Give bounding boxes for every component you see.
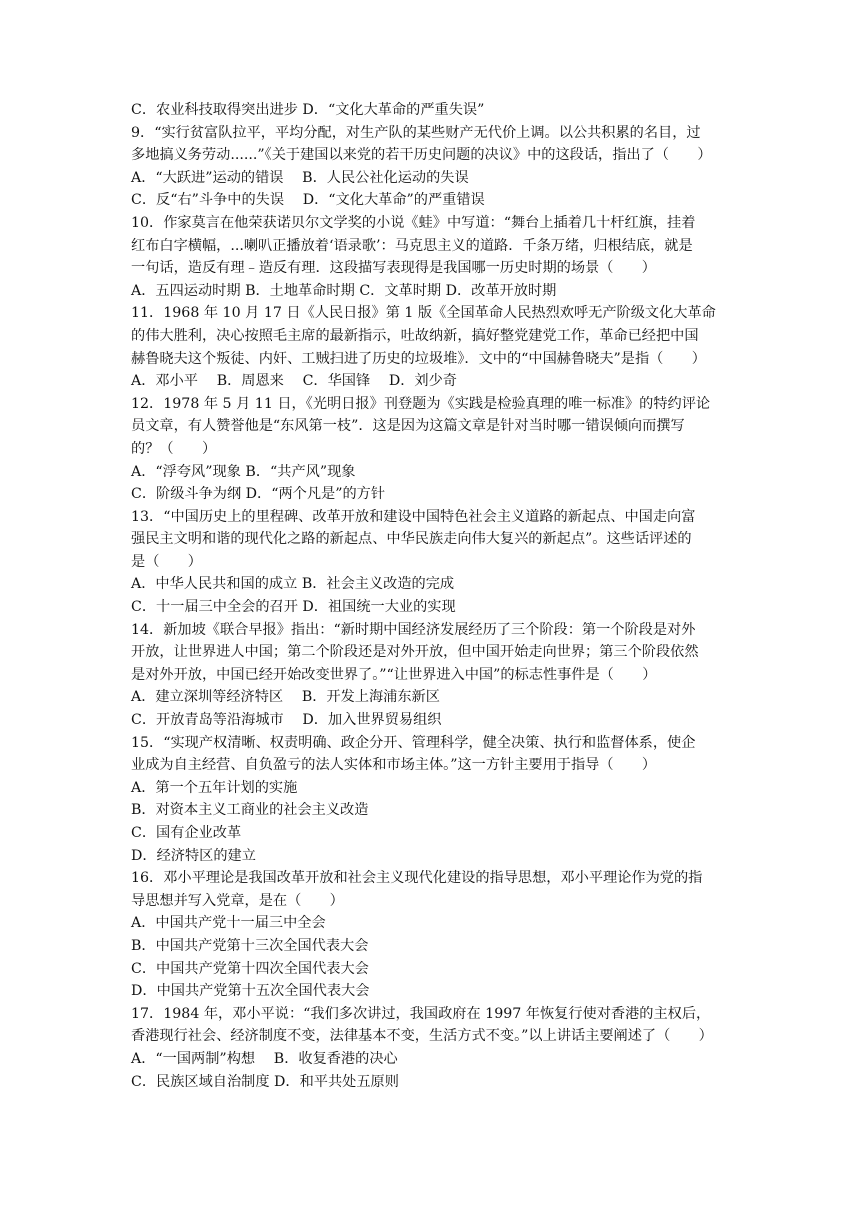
question-stem-line: 10．作家莫言在他荣获诺贝尔文学奖的小说《蛙》中写道：“舞台上插着几十杆红旗，挂着 [131,214,696,231]
question-stem-line: 多地搞义务劳动......”《关于建国以来党的若干历史问题的决议》中的这段话，指出了（ ） [131,147,712,164]
question-stem-line: 13．“中国历史上的里程碑、改革开放和建设中国特色社会主义道路的新起点、中国走向富 [131,508,696,525]
question-16 [131,867,742,1003]
question-13 [131,506,742,619]
option-line: D．经济特区的建立 [131,847,256,864]
question-stem-line: 红布白字横幅，...喇叭正播放着‘语录歌’：马克思主义的道路．千条万绪，归根结底，就是 [131,237,693,254]
option-line: B．中国共产党第十三次全国代表大会 [131,937,369,954]
question-17 [131,1003,742,1093]
question-stem-line: 9．“实行贫富队拉平，平均分配，对生产队的某些财产无代价上调。以公共积累的名目，过 [131,124,701,141]
option-line: C．中国共产党第十四次全国代表大会 [131,960,369,977]
question-stem-line: 导思想并写入党章，是在（ ） [131,892,344,909]
question-stem-line: 14．新加坡《联合早报》指出：“新时期中国经济发展经历了三个阶段：第一个阶段是对外 [131,621,696,638]
option-line: A．邓小平 B．周恩来 C．华国锋 D．刘少奇 [131,373,457,390]
option-line: C．民族区域自治制度 D．和平共处五原则 [131,1073,399,1090]
question-stem-line: 15．“实现产权清晰、权责明确、政企分开、管理科学，健全决策、执行和监督体系，使企 [131,734,696,751]
question-stem-line: 业成为自主经营、自负盈亏的法人实体和市场主体。”这一方针主要用于指导（ ） [131,757,657,774]
question-stem-line: 16．邓小平理论是我国改革开放和社会主义现代化建设的指导思想，邓小平理论作为党的指 [131,870,703,887]
option-line: A．建立深圳等经济特区 B．开发上海浦东新区 [131,689,440,706]
question-fragment [131,99,742,122]
question-stem-line: 17．1984 年，邓小平说：“我们多次讲过，我国政府在 1997 年恢复行使对香港的主权后， [131,1005,711,1022]
option-line: A．“大跃进”运动的错误 B．人民公社化运动的失误 [131,169,469,186]
option-line: A．第一个五年计划的实施 [131,779,298,796]
question-11 [131,302,742,392]
question-14 [131,619,742,732]
option-line: A．“浮夸风”现象 B．“共产风”现象 [131,463,356,480]
option-line: A．“一国两制”构想 B．收复香港的决心 [131,1050,398,1067]
option-line: A．中华人民共和国的成立 B．社会主义改造的完成 [131,576,455,593]
option-line: A．五四运动时期 B．土地革命时期 C．文革时期 D．改革开放时期 [131,282,557,299]
question-stem-line: 是对外开放，中国已经开始改变世界了。”“让世界进入中国”的标志性事件是（ ） [131,666,657,683]
option-line: C．国有企业改革 [131,825,242,841]
question-15 [131,732,742,868]
question-stem-line: 员文章，有人赞誉他是“东风第一枝”．这是因为这篇文章是针对当时哪一错误倾向而撰写 [131,418,685,435]
option-line: C．阶级斗争为纲 D．“两个凡是”的方针 [131,486,386,503]
question-12 [131,393,742,506]
question-stem-line: 赫鲁晓夫这个叛徒、内奸、工贼扫进了历史的垃圾堆》．文中的“中国赫鲁晓夫”是指（ ） [131,350,706,367]
option-line: A．中国共产党十一届三中全会 [131,915,326,932]
option-line: C．十一届三中全会的召开 D．祖国统一大业的实现 [131,599,456,616]
question-10 [131,212,742,302]
option-line: D．中国共产党第十五次全国代表大会 [131,983,370,1000]
question-stem-line: 强民主文明和谐的现代化之路的新起点、中华民族走向伟大复兴的新起点”。这些话评述的 [131,531,692,548]
question-stem-line: 11．1968 年 10 月 17 日《人民日报》第 1 版《全国革命人民热烈欢呼无产阶级文化大革命 [131,305,716,322]
question-stem-line: 的？（ ） [131,440,217,457]
question-stem-line: 12．1978 年 5 月 11 日，《光明日报》刊登题为《实践是检验真理的唯一标准》的特约评论 [131,395,711,412]
option-line: C．反“右”斗争中的失误 D．“文化大革命”的严重错误 [131,192,485,209]
question-9 [131,122,742,212]
question-stem-line: 香港现行社会、经济制度不变，法律基本不变，生活方式不变。”以上讲话主要阐述了（ ） [131,1028,713,1045]
option-line: C．农业科技取得突出进步 D．“文化大革命的严重失误” [131,102,485,118]
question-stem-line: 一句话，造反有理﹣造反有理．这段描写表现得是我国哪一历史时期的场景（ ） [131,260,656,277]
question-list [131,99,742,1093]
question-stem-line: 的伟大胜利，决心按照毛主席的最新指示，吐故纳新，搞好整党建党工作，革命已经把中国 [131,327,699,344]
option-line: C．开放青岛等沿海城市 D．加入世界贸易组织 [131,712,442,729]
question-stem-line: 开放，让世界进人中国；第二个阶段还是对外开放，但中国开始走向世界；第三个阶段依然 [131,644,699,661]
option-line: B．对资本主义工商业的社会主义改造 [131,802,369,819]
question-stem-line: 是（ ） [131,553,202,570]
